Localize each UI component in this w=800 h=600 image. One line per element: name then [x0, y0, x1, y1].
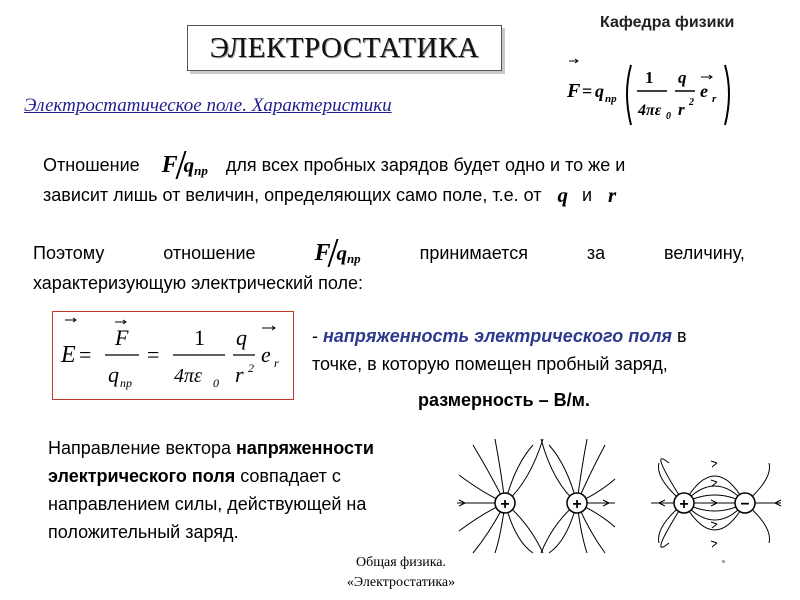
charge-sign: + — [679, 496, 689, 513]
para2-ratio-sub: пр — [346, 251, 361, 266]
field-formula-box — [52, 311, 294, 400]
footer-dot — [722, 560, 725, 563]
field-4pi: 4πε — [174, 365, 202, 387]
field-unit-sub: r — [274, 356, 279, 370]
para2-ratio-f: F — [314, 240, 331, 266]
title-box — [187, 25, 502, 71]
para1-line1: для всех пробных зарядов будет одно и то же и — [225, 155, 626, 175]
para1-var-r: r — [608, 183, 617, 207]
field-lines-diagram — [455, 435, 790, 555]
direction-paragraph — [48, 434, 458, 546]
coulomb-eps-sub: 0 — [666, 111, 671, 122]
footer-line1: Общая физика. — [355, 555, 447, 570]
coulomb-unit-sub: r — [712, 93, 717, 105]
para1-line2: зависит лишь от величин, определяющих само поле, т.е. от — [43, 185, 542, 205]
coulomb-r-power: 2 — [689, 97, 694, 108]
coulomb-eq: = — [582, 81, 593, 101]
field-q-sub: пр — [120, 376, 132, 390]
para1-ratio-sub: пр — [194, 163, 208, 178]
para1-and: и — [581, 185, 592, 205]
charge-plus-right — [567, 493, 587, 513]
dir-part1: Направление вектора — [48, 438, 236, 458]
coulomb-charge: q — [595, 81, 604, 101]
charge-plus-left — [495, 493, 515, 513]
charge-sign: + — [500, 496, 510, 513]
field-e: E — [61, 342, 76, 368]
field-f: F — [115, 325, 129, 350]
coulomb-charge-sub: пр — [605, 93, 617, 105]
coulomb-formula — [565, 55, 765, 135]
dipole-field — [651, 459, 781, 548]
field-q2: q — [236, 325, 247, 350]
para2-ratio — [314, 238, 360, 268]
field-eps-sub: 0 — [213, 376, 219, 390]
para2-line2: характеризующую электрический поле: — [33, 273, 364, 293]
dir-bold: напряженности электрического поля — [48, 438, 374, 486]
footer-line2: «Электростатика» — [346, 575, 456, 590]
def-term: напряженность электрического поля — [323, 326, 672, 346]
paragraph-ratio — [43, 150, 768, 210]
para1-ratio-q: q — [183, 153, 195, 177]
department-label: Кафедра физики — [600, 14, 735, 31]
def-dash: - — [312, 326, 323, 346]
para2-word2: отношение — [163, 243, 256, 263]
para2-ratio-q: q — [336, 241, 347, 265]
para2-word4: за — [586, 243, 606, 263]
field-formula — [53, 312, 293, 399]
coulomb-r: r — [678, 100, 685, 119]
units-label: размерность – В/м. — [418, 390, 590, 410]
field-definition — [312, 322, 760, 378]
field-r-power: 2 — [248, 361, 254, 375]
field-q: q — [108, 362, 119, 387]
field-r: r — [235, 362, 244, 387]
charge-sign: + — [572, 496, 582, 513]
like-charges-field — [457, 439, 615, 553]
paragraph-therefore — [33, 238, 745, 298]
coulomb-4pi: 4πε — [638, 102, 662, 119]
field-eq2: = — [147, 342, 160, 367]
charge-sign: − — [740, 496, 750, 513]
charge-minus-dipole — [735, 493, 755, 513]
field-eq1: = — [79, 342, 92, 367]
dir-part2: совпадает с направлением силы, действующей на положительный заряд. — [48, 466, 367, 542]
coulomb-force: F — [567, 80, 581, 102]
section-subtitle: Электростатическое поле. Характеристики — [24, 95, 392, 116]
coulomb-one: 1 — [645, 68, 654, 87]
def-rest1: в — [672, 326, 687, 346]
footer — [326, 553, 476, 593]
para2-word3: принимается — [419, 243, 528, 263]
para2-word5: величину, — [664, 243, 745, 263]
def-line2: точке, в которую помещен пробный заряд, — [312, 354, 668, 374]
para2-word1: Поэтому — [33, 243, 105, 263]
para1-var-q: q — [557, 183, 568, 207]
field-unit-vector: e — [261, 342, 271, 367]
coulomb-unit-vector: e — [700, 81, 708, 101]
page-title: ЭЛЕКТРОСТАТИКА — [209, 31, 480, 64]
charge-plus-dipole — [674, 493, 694, 513]
coulomb-q: q — [678, 68, 687, 87]
para1-before: Отношение — [43, 155, 140, 175]
para1-ratio-f: F — [161, 152, 178, 178]
field-one: 1 — [194, 325, 205, 350]
